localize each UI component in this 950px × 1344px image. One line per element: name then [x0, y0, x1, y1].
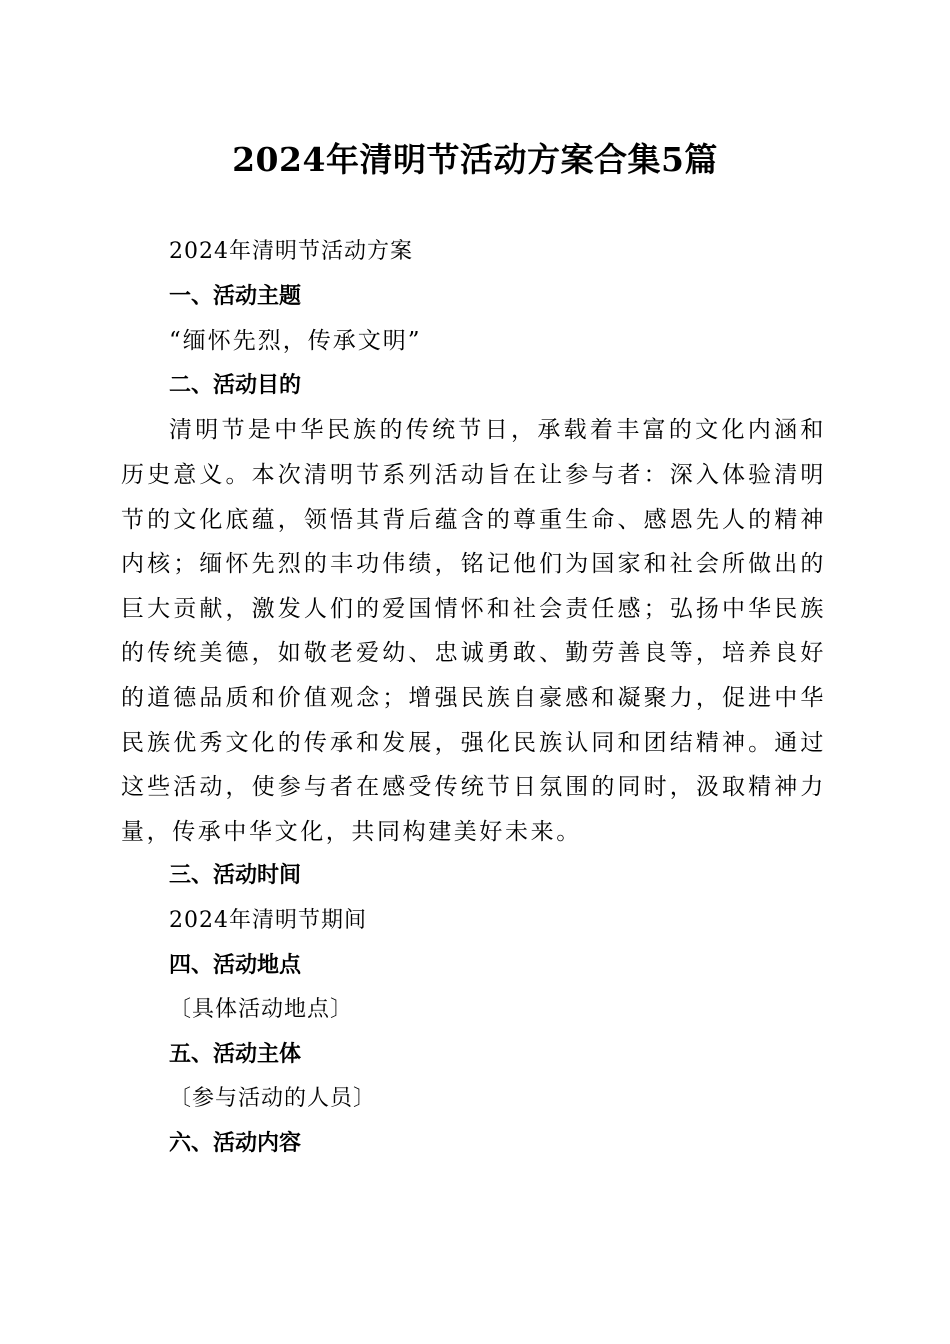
section-text-participants: 〔参与活动的人员〕: [169, 1086, 377, 1112]
section-text-time: 2024年清明节期间: [169, 907, 367, 933]
section-heading-time: 三、活动时间: [169, 863, 302, 889]
section-heading-content: 六、活动内容: [169, 1130, 302, 1156]
section-heading-location: 四、活动地点: [169, 952, 302, 978]
section-heading-purpose: 二、活动目的: [169, 372, 302, 398]
section-heading-participants: 五、活动主体: [169, 1041, 302, 1067]
plan-subtitle: 2024年清明节活动方案: [169, 239, 413, 264]
section-paragraph-purpose: 清明节是中华民族的传统节日，承载着丰富的文化内涵和历史意义。本次清明节系列活动旨在让参与者：深入体验清明节的文化底蕴，领悟其背后蕴含的尊重生命、感恩先人的精神内核；缅怀先烈的丰功伟绩，铭记他们为国家和社会所做出的巨大贡献，激发人们的爱国情怀和社会责任感；弘扬中华民族的传统美德，如敬老爱幼、忠诚勇敢、勤劳善良等，培养良好的道德品质和价值观念；增强民族自豪感和凝聚力，促进中华民族优秀文化的传承和发展，强化民族认同和团结精神。通过这些活动，使参与者在感受传统节日氛围的同时，汲取精神力量，传承中华文化，共同构建美好未来。: [121, 417, 826, 845]
document-body: [121, 230, 826, 1166]
section-text-location: 〔具体活动地点〕: [169, 997, 354, 1023]
section-text-theme: “缅怀先烈，传承文明”: [169, 328, 422, 355]
section-heading-theme: 一、活动主题: [169, 283, 302, 309]
document-title: 2024年清明节活动方案合集5篇: [232, 140, 718, 179]
